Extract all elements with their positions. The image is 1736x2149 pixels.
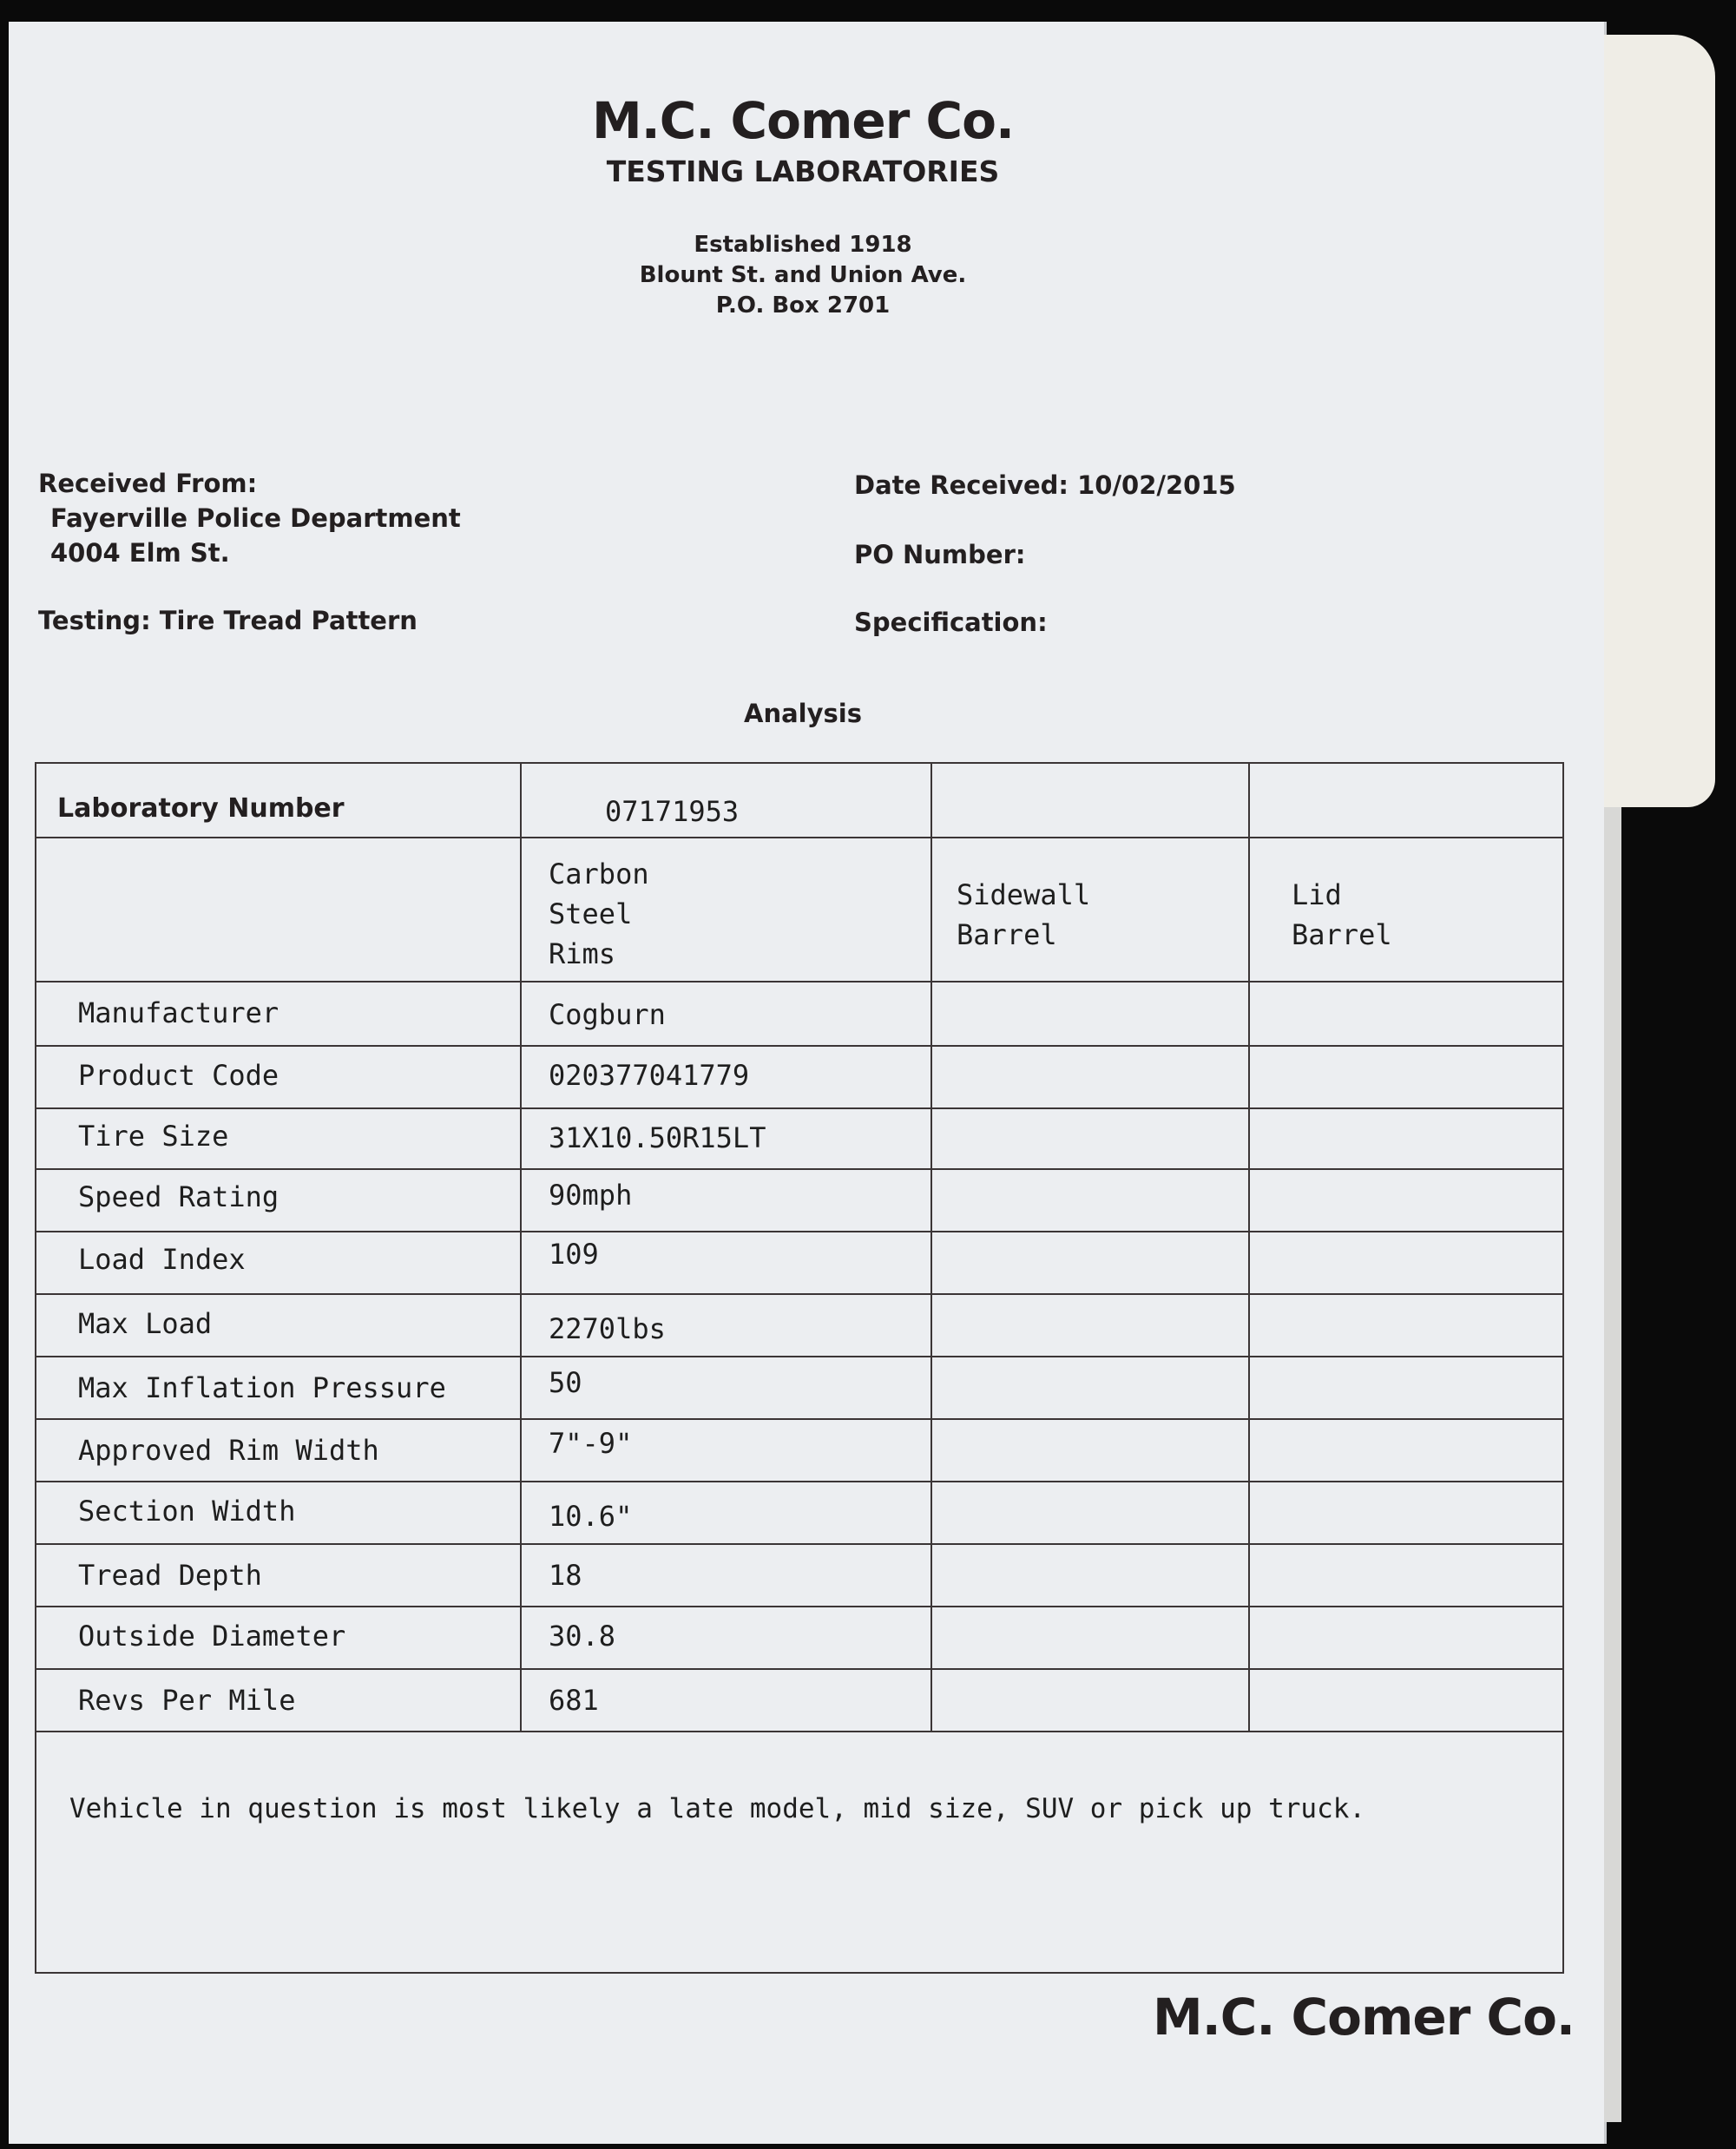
received-from-name: Fayerville Police Department	[50, 503, 461, 533]
received-from-address: 4004 Elm St.	[50, 538, 230, 568]
row-value-section-width: 10.6"	[549, 1500, 633, 1533]
row-label-load-index: Load Index	[78, 1243, 246, 1276]
lab-number-label: Laboratory Number	[57, 793, 345, 824]
analysis-title: Analysis	[744, 699, 862, 728]
po-number-label: PO Number:	[854, 540, 1026, 569]
row-value-max-inflation-pressure: 50	[549, 1366, 582, 1399]
row-label-tire-size: Tire Size	[78, 1120, 229, 1153]
column-header-carbon-steel-rims: Carbon Steel Rims	[549, 858, 649, 970]
folder-tab	[1604, 35, 1715, 807]
specification-label: Specification:	[854, 608, 1048, 637]
row-label-revs-per-mile: Revs Per Mile	[78, 1684, 296, 1717]
row-value-load-index: 109	[549, 1238, 599, 1271]
received-from-label: Received From:	[38, 469, 258, 498]
analysis-note: Vehicle in question is most likely a late model, mid size, SUV or pick up truck.	[69, 1793, 1366, 1824]
analysis-table	[35, 762, 1564, 1974]
row-value-max-load: 2270lbs	[549, 1312, 666, 1345]
row-label-max-inflation-pressure: Max Inflation Pressure	[78, 1371, 446, 1404]
row-label-max-load: Max Load	[78, 1307, 213, 1340]
row-value-speed-rating: 90mph	[549, 1179, 633, 1212]
po-box: P.O. Box 2701	[715, 292, 891, 319]
row-label-approved-rim-width: Approved Rim Width	[78, 1434, 379, 1467]
row-value-outside-diameter: 30.8	[549, 1620, 616, 1653]
testing-line: Testing: Tire Tread Pattern	[38, 606, 418, 635]
column-header-lid-barrel: Lid Barrel	[1292, 878, 1392, 951]
row-label-manufacturer: Manufacturer	[78, 996, 279, 1029]
lab-name: TESTING LABORATORIES	[606, 154, 1000, 188]
row-label-speed-rating: Speed Rating	[78, 1180, 279, 1213]
row-value-tire-size: 31X10.50R15LT	[549, 1121, 766, 1154]
row-value-manufacturer: Cogburn	[549, 998, 666, 1031]
folder-edge	[1604, 807, 1621, 2122]
lab-number-value: 07171953	[605, 795, 740, 828]
street-address: Blount St. and Union Ave.	[639, 262, 967, 288]
row-value-product-code: 020377041779	[549, 1059, 750, 1092]
row-label-tread-depth: Tread Depth	[78, 1559, 262, 1592]
footer-logo: M.C. Comer Co.	[1153, 1988, 1575, 2047]
row-value-tread-depth: 18	[549, 1559, 582, 1592]
company-name: M.C. Comer Co.	[592, 91, 1014, 150]
row-label-section-width: Section Width	[78, 1495, 296, 1528]
established-line: Established 1918	[694, 232, 912, 258]
row-value-revs-per-mile: 681	[549, 1684, 599, 1717]
row-value-approved-rim-width: 7"-9"	[549, 1427, 633, 1460]
row-label-product-code: Product Code	[78, 1059, 279, 1092]
row-label-outside-diameter: Outside Diameter	[78, 1620, 346, 1653]
date-received: Date Received: 10/02/2015	[854, 470, 1236, 500]
column-header-sidewall-barrel: Sidewall Barrel	[957, 878, 1091, 951]
